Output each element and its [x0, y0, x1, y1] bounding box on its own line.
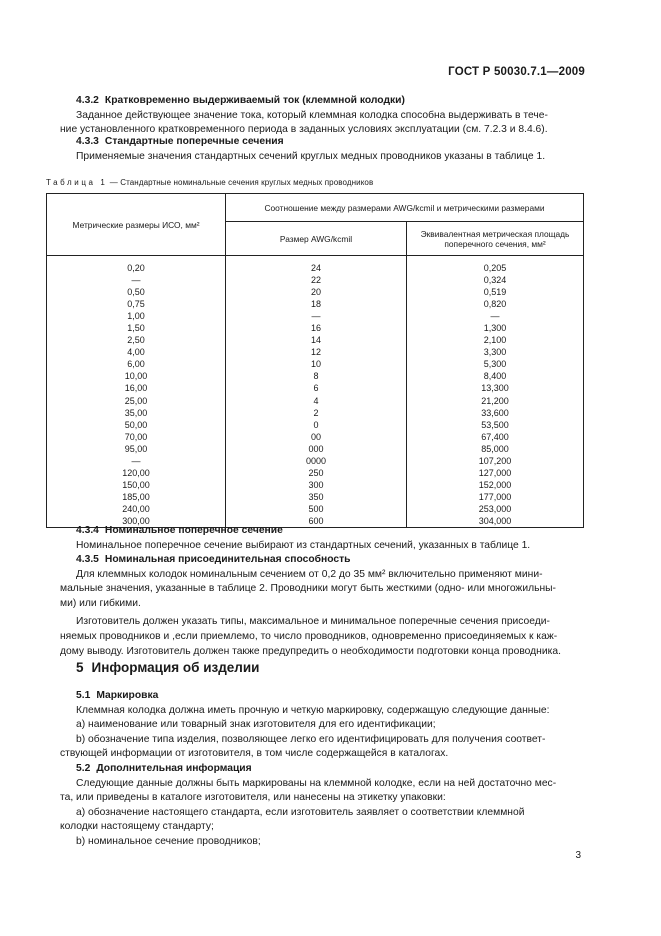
column-awg: [226, 262, 406, 527]
conductor-sections-table: [46, 193, 584, 528]
section-5-1: 5.1 Маркировка Клеммная колодка должна иметь прочную и четкую маркировку, содержащую следующие данные: а) наименование или товарный знак изготовителя для его идентификации; b) обозначение типа изделия, позволяющее легко его идентифицировать для получения соответ- ствующей информации от изготовителя, в том числе содержащейся в каталогах.: [76, 689, 586, 762]
table-cell: —: [311, 311, 321, 322]
table-cell: 185,00: [122, 491, 150, 502]
table-cell: 12: [310, 347, 321, 358]
table-cell: 2: [313, 407, 319, 418]
table-cell: 20: [310, 287, 321, 298]
table-cell: 13,300: [481, 383, 509, 394]
table-caption: Таблица 1 — Стандартные номинальные сечения круглых медных проводников: [46, 178, 374, 187]
table-cell: 300: [308, 479, 324, 490]
heading-4-3-5: 4.3.5 Номинальная присоединительная способность: [76, 554, 351, 565]
table-cell: 10: [310, 359, 321, 370]
table-cell: 0000: [305, 455, 327, 466]
table-cell: 50,00: [124, 419, 148, 430]
table-cell: 16,00: [124, 383, 148, 394]
table-cell: 95,00: [124, 443, 148, 454]
heading-4-3-3: 4.3.3 Стандартные поперечные сечения: [76, 136, 284, 147]
table-cell: 67,400: [481, 431, 509, 442]
header-metric: Метрические размеры ИСО, мм²: [47, 194, 226, 256]
table-cell: 14: [310, 335, 321, 346]
table-cell: 0,205: [483, 263, 507, 273]
table-cell: 120,00: [122, 467, 150, 478]
table-cell: 0,519: [483, 287, 507, 298]
table-cell: 127,000: [478, 467, 512, 478]
table-cell: 107,200: [478, 455, 512, 466]
section-4-3-4: 4.3.4 Номинальное поперечное сечение Номинальное поперечное сечение выбирают из стандартных сечений, указанных в таблице 1.: [76, 524, 586, 553]
table-cell: 53,500: [481, 419, 509, 430]
table-cell: 18: [310, 299, 321, 310]
table-cell: 16: [310, 323, 321, 334]
table-cell: 3,300: [483, 347, 507, 358]
table-cell: 1,00: [127, 311, 145, 322]
header-equiv: Эквивалентная метрическая площадь поперечного сечения, мм²: [407, 222, 584, 256]
table-cell: 240,00: [122, 503, 150, 514]
table-cell: 150,00: [122, 479, 150, 490]
section-5-2: 5.2 Дополнительная информация Следующие данные должны быть маркированы на клеммной колодке, если на ней достаточно мес- та, или приведены в каталоге изготовителя, или нанесены на этикетку упаковки: а) обозначение настоящего стандарта, если изготовитель заявляет о соответствии клеммной колодки настоящему стандарту; b) номинальное сечение проводников;: [76, 762, 586, 850]
table-cell: 00: [310, 431, 321, 442]
table-cell: 600: [308, 515, 324, 526]
table-cell: 70,00: [124, 431, 148, 442]
table-cell: 10,00: [124, 371, 148, 382]
table-cell: 35,00: [124, 407, 148, 418]
table-cell: 24: [310, 263, 321, 273]
table-cell: 304,000: [478, 515, 512, 526]
table-cell: 500: [308, 503, 324, 514]
table-cell: 000: [308, 443, 324, 454]
table-cell: —: [490, 311, 500, 322]
table-cell: 0,20: [127, 263, 145, 273]
section-4-3-3: 4.3.3 Стандартные поперечные сечения Применяемые значения стандартных сечений круглых медных проводников указаны в таблице 1.: [76, 135, 586, 164]
table-cell: 350: [308, 491, 324, 502]
heading-4-3-4: 4.3.4 Номинальное поперечное сечение: [76, 525, 283, 536]
table-cell: 253,000: [478, 503, 512, 514]
table-cell: 2,100: [483, 335, 507, 346]
table-cell: 152,000: [478, 479, 512, 490]
table-cell: —: [131, 455, 141, 466]
column-equiv: [407, 262, 583, 527]
section-4-3-2: 4.3.2 Кратковременно выдерживаемый ток (клеммной колодки) Заданное действующее значение тока, который клеммная колодка способна выдерживать в тече- ние установленного кратковременного периода в заданных условиях эксплуатации (см. 7.2.3 и 8.4.6).: [76, 94, 586, 138]
header-awg: Размер AWG/kcmil: [226, 222, 407, 256]
table-cell: 25,00: [124, 395, 148, 406]
heading-4-3-2: 4.3.2 Кратковременно выдерживаемый ток (клеммной колодки): [76, 95, 405, 106]
table-cell: 0,820: [483, 299, 507, 310]
table-cell: 0: [313, 419, 319, 430]
document-header: ГОСТ Р 50030.7.1—2009: [448, 66, 585, 78]
table-cell: 6,00: [127, 359, 145, 370]
table-cell: 5,300: [483, 359, 507, 370]
table-cell: 8,400: [483, 371, 507, 382]
table-cell: 177,000: [478, 491, 512, 502]
table-cell: 6: [313, 383, 319, 394]
table-cell: 0,324: [483, 275, 507, 286]
table-cell: 85,000: [481, 443, 509, 454]
table-cell: 4,00: [127, 347, 145, 358]
table-cell: 8: [313, 371, 319, 382]
table-cell: 250: [308, 467, 324, 478]
table-cell: 33,600: [481, 407, 509, 418]
table-cell: 0,75: [127, 299, 145, 310]
heading-5-1: 5.1 Маркировка: [76, 690, 159, 701]
column-metric: [47, 262, 225, 527]
table-cell: 1,50: [127, 323, 145, 334]
table-cell: 21,200: [481, 395, 509, 406]
table-cell: 300,00: [122, 515, 150, 526]
header-group: Соотношение между размерами AWG/kcmil и метрическими размерами: [226, 194, 584, 222]
table-cell: 4: [313, 395, 319, 406]
table-cell: 0,50: [127, 287, 145, 298]
table-cell: —: [131, 275, 141, 286]
table-cell: 22: [310, 275, 321, 286]
table-cell: 1,300: [483, 323, 507, 334]
section-4-3-5: 4.3.5 Номинальная присоединительная способность Для клеммных колодок номинальным сечением от 0,2 до 35 мм² включительно применяют мини- мальные значения, указанные в таблице 2. Проводники могут быть жесткими (одно- или многожильны- ми) или гибкими. Изготовитель должен указать типы, максимальное и минимальное поперечные сечения присоеди- няемых проводников и ,если приемлемо, то число проводников, одновременно присоединяемых к каж- дому выводу. Изготовитель должен также предупредить о необходимости подготовки конца проводника.: [76, 553, 586, 659]
table-cell: 2,50: [127, 335, 145, 346]
heading-5: 5 Информация об изделии: [76, 660, 260, 675]
page-number: 3: [575, 850, 581, 861]
heading-5-2: 5.2 Дополнительная информация: [76, 763, 252, 774]
